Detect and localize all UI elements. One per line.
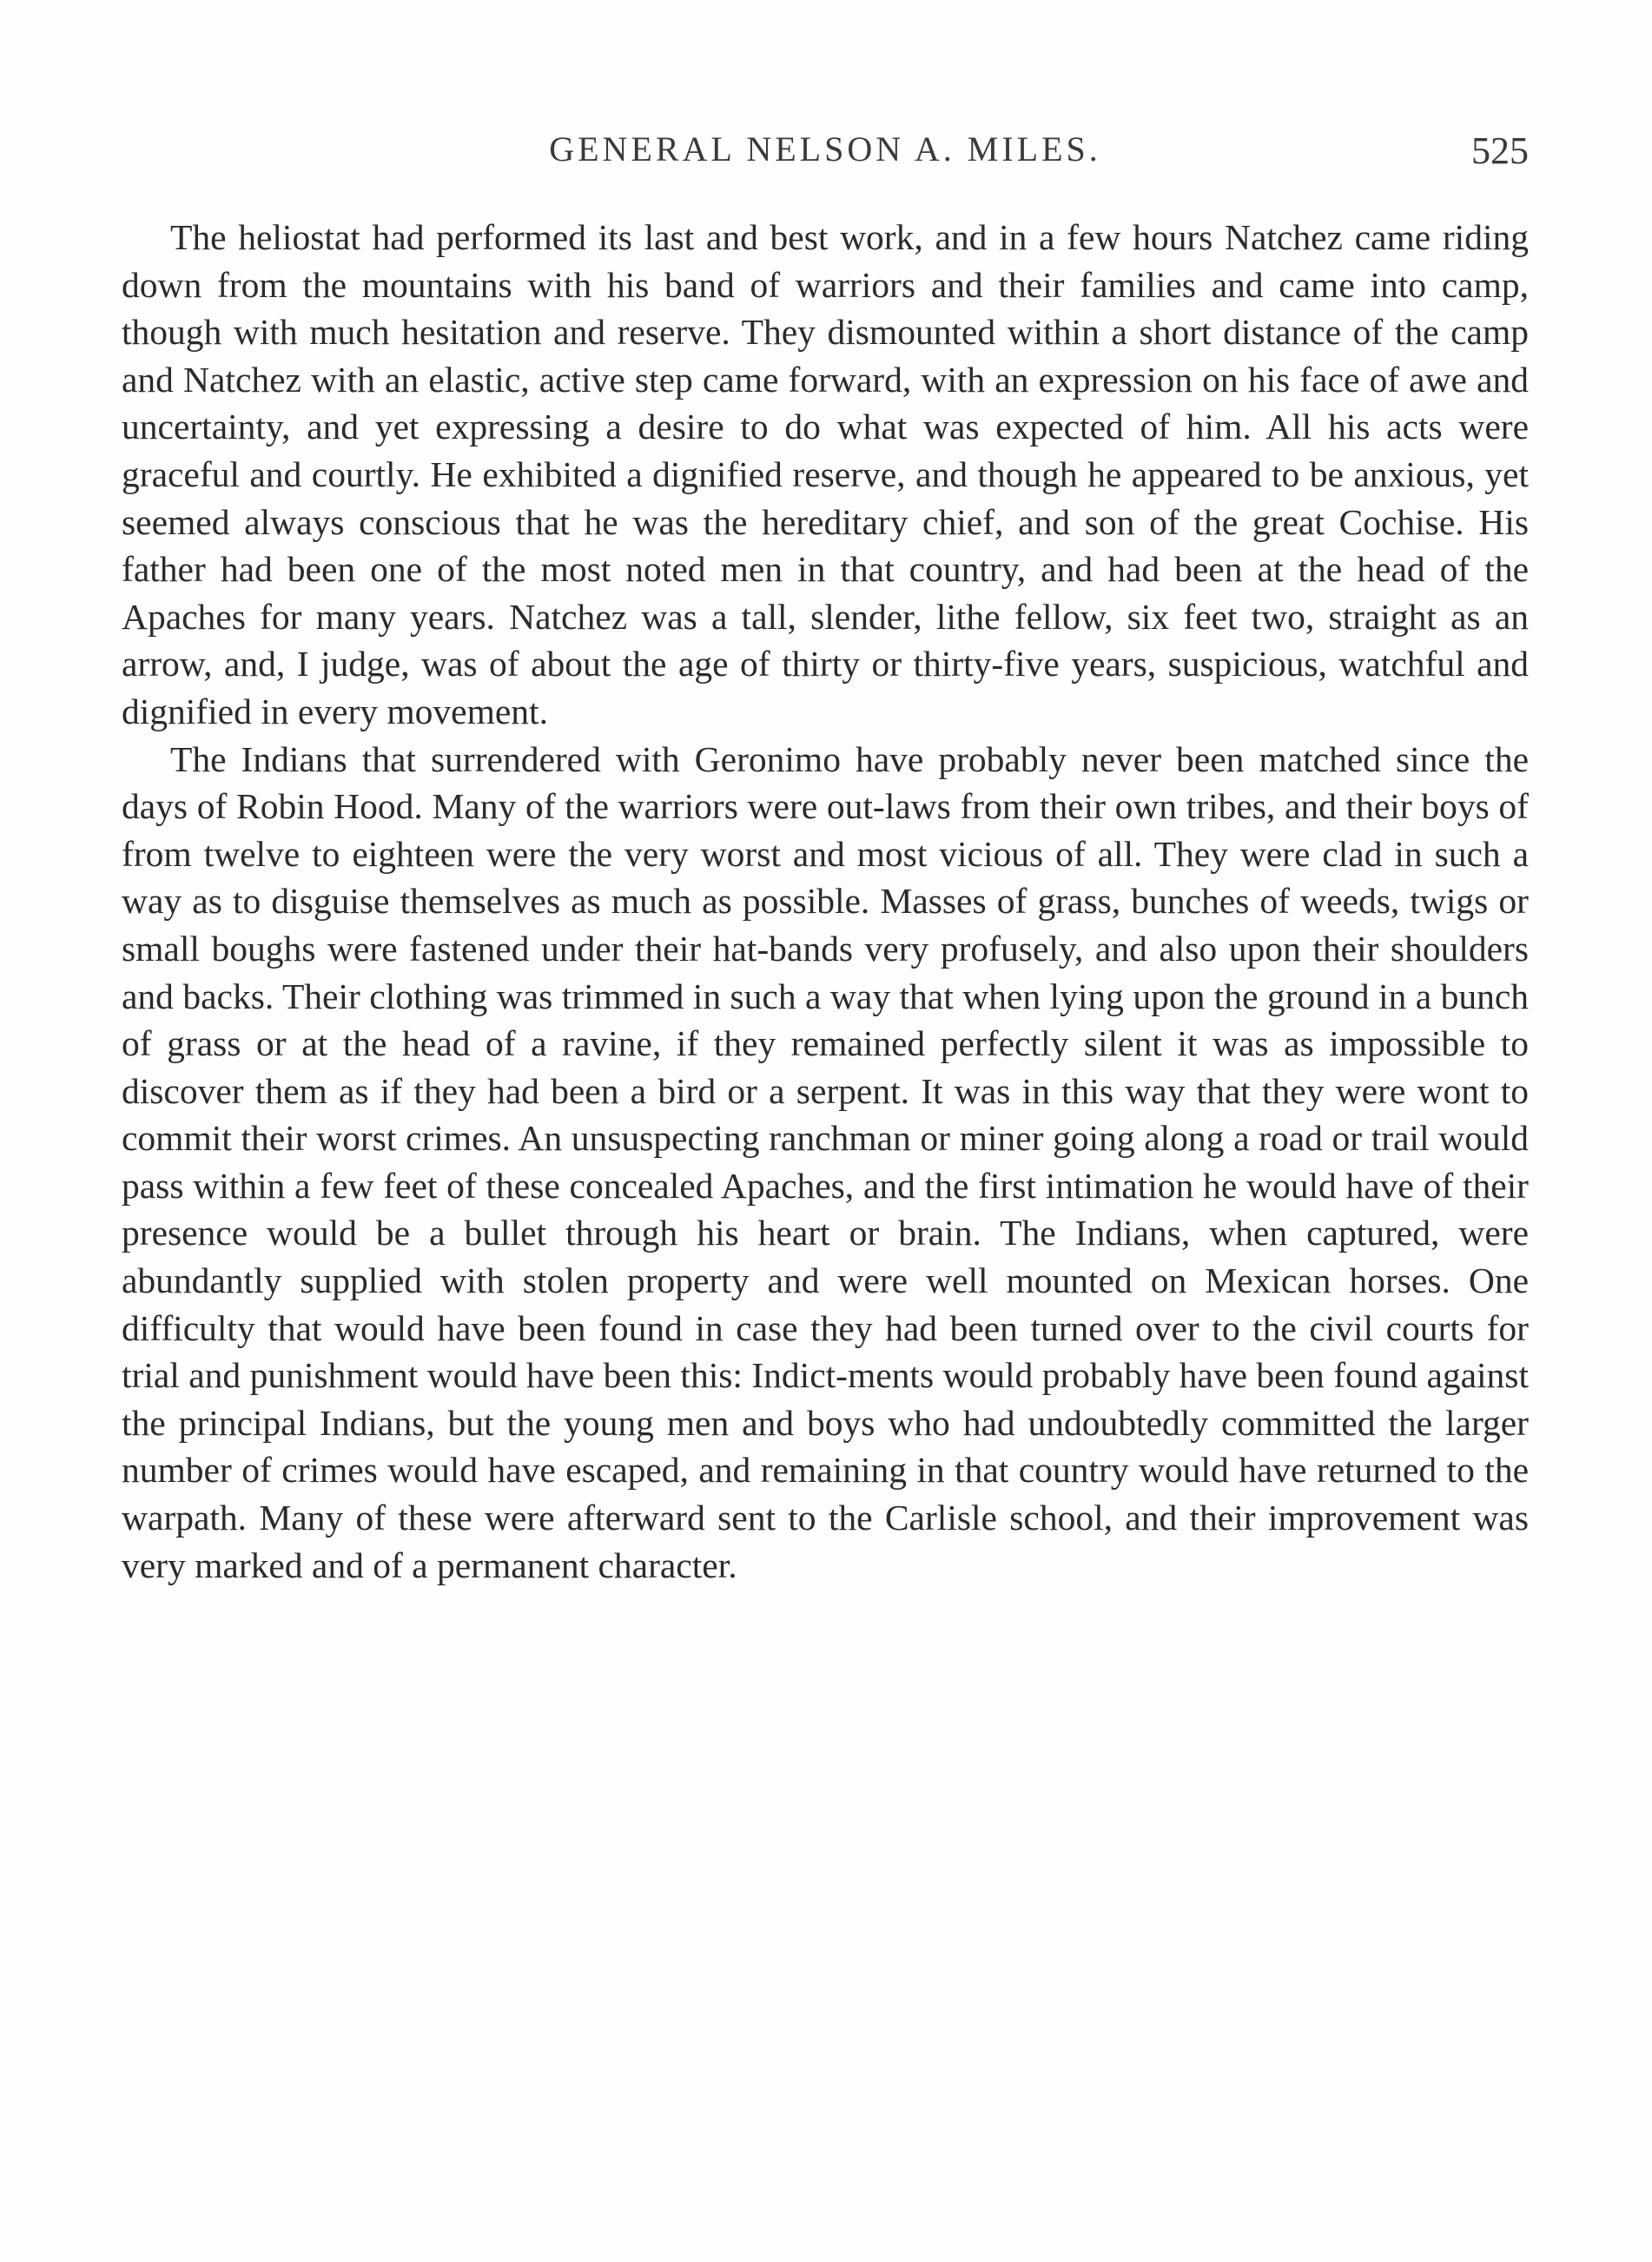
paragraph-natchez: The heliostat had performed its last and best work, and in a few hours Natchez came riding down from the mountains with his band of warriors and their families and came into camp, though with much hesitation and reserve. They dismounted within a short distance of the camp and Natchez with an elastic, active step came forward, with an expression on his face of awe and uncertainty, and yet expressing a desire to do what was expected of him. All his acts were graceful and courtly. He exhibited a dignified reserve, and though he appeared to be anxious, yet seemed always conscious that he was the hereditary chief, and son of the great Cochise. His father had been one of the most noted men in that country, and had been at the head of the Apaches for many years. Natchez was a tall, slender, lithe fellow, six feet two, straight as an arrow, and, I judge, was of about the age of thirty or thirty-five years, suspicious, watchful and dignified in every movement. <box>122 217 1529 731</box>
body-text <box>122 214 1529 1589</box>
paragraph-geronimo-indians: The Indians that surrendered with Geronimo have probably never been matched since the days of Robin Hood. Many of the warriors were out-laws from their own tribes, and their boys of from twelve to eighteen were the very worst and most vicious of all. They were clad in such a way as to disguise themselves as much as possible. Masses of grass, bunches of weeds, twigs or small boughs were fastened under their hat-bands very profusely, and also upon their shoulders and backs. Their clothing was trimmed in such a way that when lying upon the ground in a bunch of grass or at the head of a ravine, if they remained perfectly silent it was as impossible to discover them as if they had been a bird or a serpent. It was in this way that they were wont to commit their worst crimes. An unsuspecting ranchman or miner going along a road or trail would pass within a few feet of these concealed Apaches, and the first intimation he would have of their presence would be a bullet through his heart or brain. The Indians, when captured, were abundantly supplied with stolen property and were well mounted on Mexican horses. One difficulty that would have been found in case they had been turned over to the civil courts for trial and punishment would have been this: Indict-ments would probably have been found against the principal Indians, but the young men and boys who had undoubtedly committed the larger number of crimes would have escaped, and remaining in that country would have returned to the warpath. Many of these were afterward sent to the Carlisle school, and their improvement was very marked and of a permanent character. <box>122 738 1529 1585</box>
running-title: GENERAL NELSON A. MILES. <box>549 129 1101 169</box>
page-number: 525 <box>1471 129 1529 172</box>
running-head <box>122 129 1529 181</box>
